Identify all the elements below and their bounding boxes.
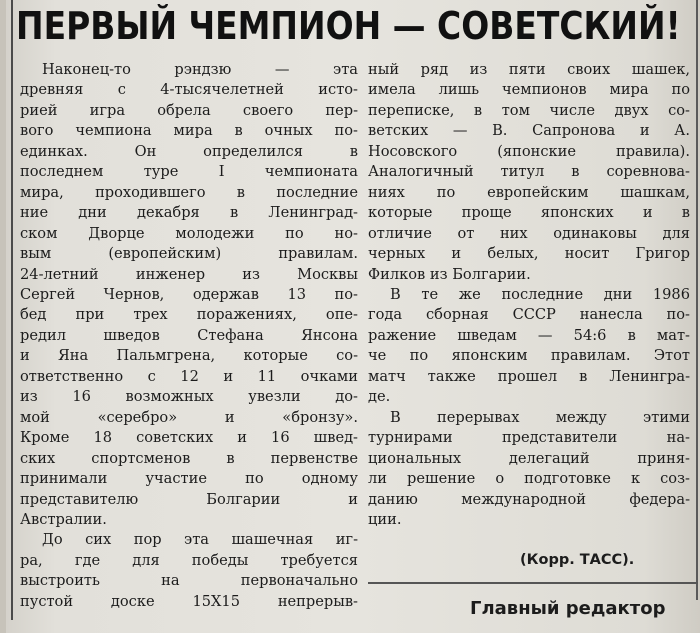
article-text-line: вым (европейским) правилам. (20, 245, 358, 263)
article-text-line: Филков из Болгарии. (368, 265, 531, 283)
article-text-line: представителю Болгарии и (20, 490, 358, 508)
article-column-2 (368, 60, 690, 530)
footer-editor-heading: Главный редактор (470, 598, 666, 619)
article-headline: ПЕРВЫЙ ЧЕМПИОН — СОВЕТСКИЙ! (16, 4, 681, 48)
article-text-line: и Яна Пальмгрена, которые со- (20, 347, 358, 365)
article-text-line: последнем туре I чемпионата (20, 163, 358, 181)
article-signature: (Корр. ТАСС). (520, 552, 635, 568)
article-text-line: Носовского (японские правила). (368, 142, 690, 160)
page-edge (0, 0, 6, 633)
article-column-1 (20, 60, 358, 612)
article-text-line: Наконец-то рэндзю — эта (42, 61, 358, 78)
column-rule-left (11, 0, 13, 620)
article-text-line: циональных делегаций приня- (368, 449, 690, 467)
article-text-line: мой «серебро» и «бронзу». (20, 408, 358, 426)
article-text-line: ниях по европейским шашкам, (368, 183, 690, 201)
article-text-line: бед при трех поражениях, опе- (20, 306, 358, 324)
article-text-line: ражение шведам — 54:6 в мат- (368, 326, 690, 344)
article-text-line: ции. (368, 510, 402, 528)
footer-divider (368, 582, 698, 584)
article-text-line: де. (368, 388, 391, 406)
article-text-line: ских спортсменов в первенстве (20, 449, 358, 467)
article-text-line: принимали участие по одному (20, 470, 358, 488)
article-text-line: имела лишь чемпионов мира по (368, 81, 690, 99)
article-text-line: данию международной федера- (368, 490, 690, 508)
article-text-line: Сергей Чернов, одержав 13 по- (20, 285, 358, 303)
article-text-line: вого чемпиона мира в очных по- (20, 122, 358, 140)
article-text-line: которые проще японских и в (368, 204, 690, 222)
article-text-line: ли решение о подготовке к соз- (368, 470, 690, 488)
article-text-line: года сборная СССР нанесла по- (368, 306, 690, 324)
article-text-line: ответственно с 12 и 11 очками (20, 367, 358, 385)
article-text-line: мира, проходившего в последние (20, 183, 358, 201)
article-text-line: рией игра обрела своего пер- (20, 101, 358, 119)
article-text-line: древняя с 4-тысячелетней исто- (20, 81, 358, 99)
article-text-line: Кроме 18 советских и 16 швед- (20, 429, 358, 447)
article-text-line: ный ряд из пяти своих шашек, (368, 61, 690, 78)
article-text-line: ском Дворце молодежи по но- (20, 224, 358, 242)
article-text-line: Аналогичный титул в соревнова- (368, 163, 690, 181)
article-text-line: пустой доске 15Х15 непрерыв- (20, 592, 358, 610)
article-text-line: 24-летний инженер из Москвы (20, 265, 358, 283)
article-text-line: ветских — В. Сапронова и А. (368, 122, 690, 140)
article-text-line: турнирами представители на- (368, 429, 690, 447)
article-text-line: В перерывах между этими (390, 408, 690, 426)
article-text-line: че по японским правилам. Этот (368, 347, 690, 365)
article-text-line: До сих пор эта шашечная иг- (42, 531, 358, 549)
article-text-line: отличие от них одинаковы для (368, 224, 690, 242)
article-text-line: Австралии. (20, 510, 107, 528)
article-text-line: черных и белых, носит Григор (368, 245, 690, 263)
article-text-line: ние дни декабря в Ленинград- (20, 204, 358, 222)
article-text-line: выстроить на первоначально (20, 572, 358, 590)
article-text-line: единках. Он определился в (20, 142, 358, 160)
article-text-line: В те же последние дни 1986 (390, 285, 690, 303)
article-text-line: переписке, в том числе двух со- (368, 101, 690, 119)
column-rule-right (696, 0, 698, 600)
article-text-line: матч также прошел в Ленингра- (368, 367, 690, 385)
article-text-line: ра, где для победы требуется (20, 551, 358, 569)
article-text-line: редил шведов Стефана Янсона (20, 326, 358, 344)
article-text-line: из 16 возможных увезли до- (20, 388, 358, 406)
